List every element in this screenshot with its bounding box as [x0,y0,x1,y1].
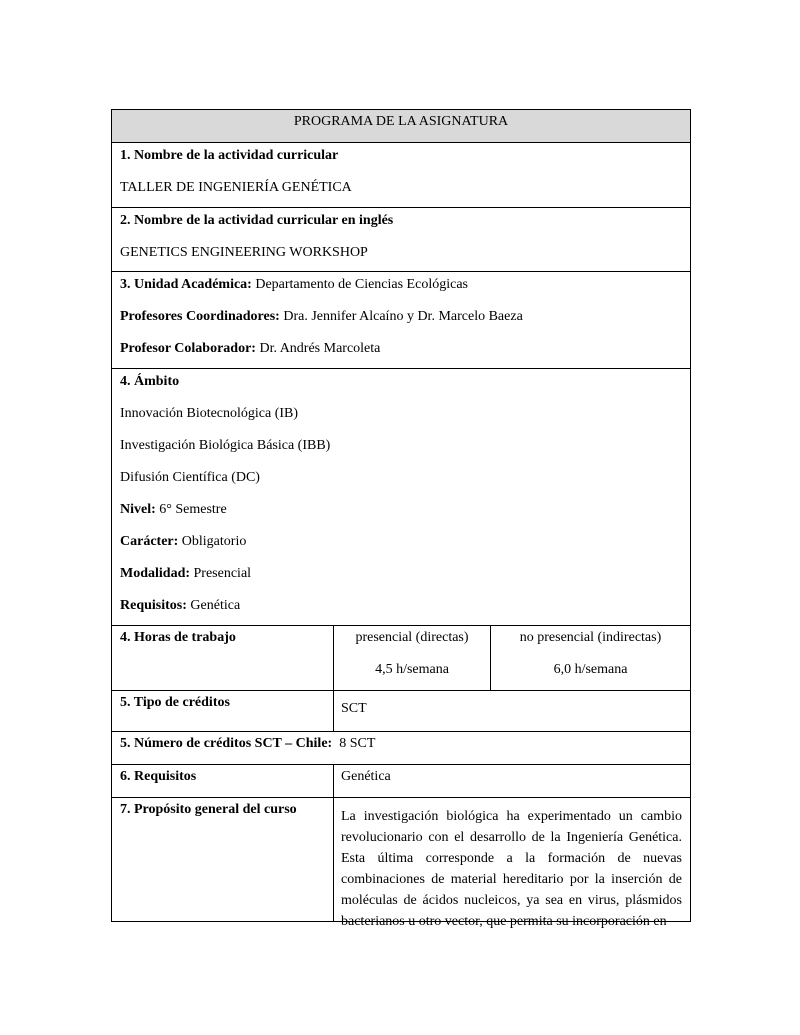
credit-number-value: 8 SCT [339,736,376,751]
collaborator-value: Dr. Andrés Marcoleta [255,341,381,356]
coordinators-value: Dra. Jennifer Alcaíno y Dr. Marcelo Baeza [279,309,523,324]
purpose-text: La investigación biológica ha experimentado un cambio revolucionario con el desarrollo de la Ingeniería Genética. Esta última corresponde a la formación de nuevas combinaciones de material hereditario por la inserción de moléculas de ácidos nucleicos, ya sea en virus, plásmidos bacterianos u otro vector, que permita su incorporación en [341,809,682,929]
activity-name-english-value: GENETICS ENGINEERING WORKSHOP [120,245,368,260]
remote-hours-value: 6,0 h/semana [553,662,628,677]
activity-name-value: TALLER DE INGENIERÍA GENÉTICA [120,180,352,195]
in-person-hours-value: 4,5 h/semana [375,662,449,677]
section-credit-number [112,732,690,765]
academic-unit-label: 3. Unidad Académica: [120,277,252,292]
credit-number-label: 5. Número de créditos SCT – Chile: [120,736,333,751]
credit-type-value: SCT [341,701,367,716]
coordinators-label: Profesores Coordinadores: [120,309,280,324]
section-scope [112,369,690,626]
table-header [112,110,690,143]
requirements-label: Requisitos: [120,598,187,613]
scope-label: 4. Ámbito [120,374,180,389]
section-activity-name [112,143,690,208]
scope-item: Difusión Científica (DC) [120,470,260,485]
scope-item: Investigación Biológica Básica (IBB) [120,438,331,453]
section-activity-name-english [112,208,690,272]
modality-value: Presencial [190,566,252,581]
character-label: Carácter: [120,534,179,549]
character-value: Obligatorio [178,534,247,549]
scope-item: Innovación Biotecnológica (IB) [120,406,299,421]
table-title: PROGRAMA DE LA ASIGNATURA [293,114,509,129]
academic-unit-value: Departamento de Ciencias Ecológicas [251,277,468,292]
activity-name-english-label: 2. Nombre de la actividad curricular en inglés [120,213,394,228]
purpose-label: 7. Propósito general del curso [120,802,297,817]
remote-hours-label: no presencial (indirectas) [519,630,662,645]
work-hours-label: 4. Horas de trabajo [120,630,236,645]
section-credit-type [112,691,690,732]
section-requirements [112,765,690,798]
modality-label: Modalidad: [120,566,191,581]
course-program-table [111,109,691,929]
credit-type-label: 5. Tipo de créditos [120,695,230,710]
requirements-row-label: 6. Requisitos [120,769,197,784]
section-academic-unit [112,272,690,369]
requirements-row-value: Genética [341,769,391,784]
section-work-hours [112,626,690,691]
activity-name-label: 1. Nombre de la actividad curricular [120,148,339,163]
in-person-hours-label: presencial (directas) [355,630,469,645]
collaborator-label: Profesor Colaborador: [120,341,256,356]
requirements-value: Genética [186,598,241,613]
section-purpose [112,798,690,929]
level-value: 6° Semestre [155,502,227,517]
level-label: Nivel: [120,502,156,517]
